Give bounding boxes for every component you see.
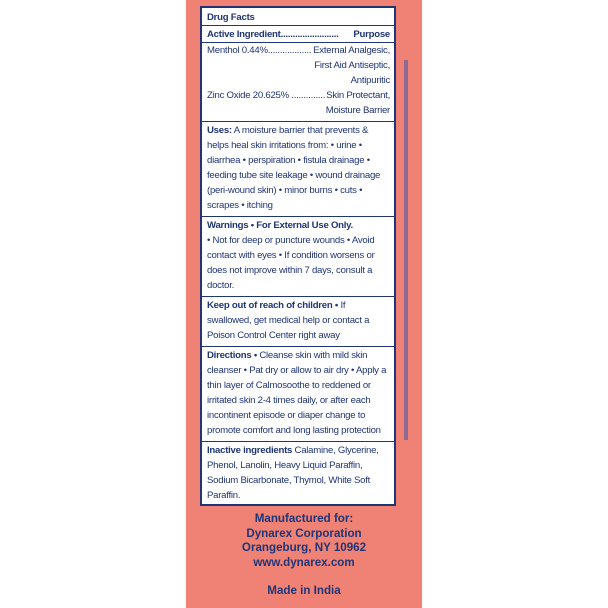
label-edge-strip bbox=[404, 60, 408, 440]
warnings-section bbox=[202, 217, 394, 296]
drug-facts-title: Drug Facts bbox=[207, 12, 255, 23]
ingredient-purpose: Skin Protectant, bbox=[326, 90, 390, 101]
purpose-label: Purpose bbox=[353, 29, 390, 40]
ingredient-row-zinc-oxide bbox=[207, 88, 390, 103]
active-ingredient-label: Active Ingredient bbox=[207, 29, 281, 40]
inactive-ingredients-section bbox=[202, 442, 394, 506]
manufacturer-block bbox=[186, 512, 422, 570]
country-of-origin: Made in India bbox=[267, 584, 341, 597]
warnings-text: • Not for deep or puncture wounds • Avoid contact with eyes • If condition worsens or does not improve within 7 days, consult a doctor. bbox=[207, 235, 375, 291]
manufacturer-website: www.dynarex.com bbox=[253, 555, 355, 569]
ingredient-purpose: Moisture Barrier bbox=[325, 105, 390, 116]
uses-heading: Uses: bbox=[207, 125, 232, 136]
manufacturer-name: Dynarex Corporation bbox=[246, 526, 362, 540]
warnings-heading: Warnings • For External Use Only. bbox=[207, 220, 353, 231]
ingredient-name: Zinc Oxide 20.625% bbox=[207, 90, 289, 101]
keep-out-section bbox=[202, 297, 394, 346]
inactive-ingredients-text: Calamine, Glycerine, Phenol, Lanolin, Heavy Liquid Paraffin, Sodium Bicarbonate, Thymol, White Soft Paraffin. bbox=[207, 445, 379, 501]
leader-dots: ........................ bbox=[280, 29, 339, 40]
active-ingredients-section bbox=[202, 26, 394, 121]
directions-text: Cleanse skin with mild skin cleanser • Pat dry or allow to air dry • Apply a thin layer of Calmosoothe to reddened or irritated skin 2-4 times daily, or after each incontinent episode or diaper change to promote comfort and long lasting protection bbox=[207, 350, 387, 436]
leader-dots: .............. bbox=[291, 90, 326, 101]
directions-section bbox=[202, 347, 394, 441]
keep-out-heading: Keep out of reach of children • bbox=[207, 300, 339, 311]
ingredient-purpose: External Analgesic, bbox=[313, 45, 390, 56]
manufacturer-address: Orangeburg, NY 10962 bbox=[241, 541, 367, 554]
drug-facts-title-section bbox=[202, 8, 394, 25]
uses-text: A moisture barrier that prevents & helps heal skin irritations from: • urine • diarrhea • perspiration • fistula drainage • feeding tube site leakage • wound drainage (peri-wound skin) • minor burns • cuts • scrapes • itching bbox=[207, 125, 381, 211]
active-ingredient-header bbox=[207, 27, 390, 42]
drug-facts-panel bbox=[200, 6, 396, 506]
ingredient-name: Menthol 0.44% bbox=[207, 45, 268, 56]
ingredient-purpose: First Aid Antiseptic, bbox=[314, 60, 390, 71]
ingredient-row-menthol bbox=[207, 43, 390, 58]
keep-out-text: If swallowed, get medical help or contact a Poison Control Center right away bbox=[207, 300, 370, 341]
leader-dots: .................. bbox=[267, 45, 312, 56]
manufactured-for-label: Manufactured for: bbox=[254, 512, 354, 525]
inactive-ingredients-heading: Inactive ingredients bbox=[207, 445, 293, 456]
directions-heading: Directions • bbox=[207, 350, 257, 361]
ingredient-purpose: Antipuritic bbox=[350, 75, 390, 86]
uses-section bbox=[202, 122, 394, 216]
